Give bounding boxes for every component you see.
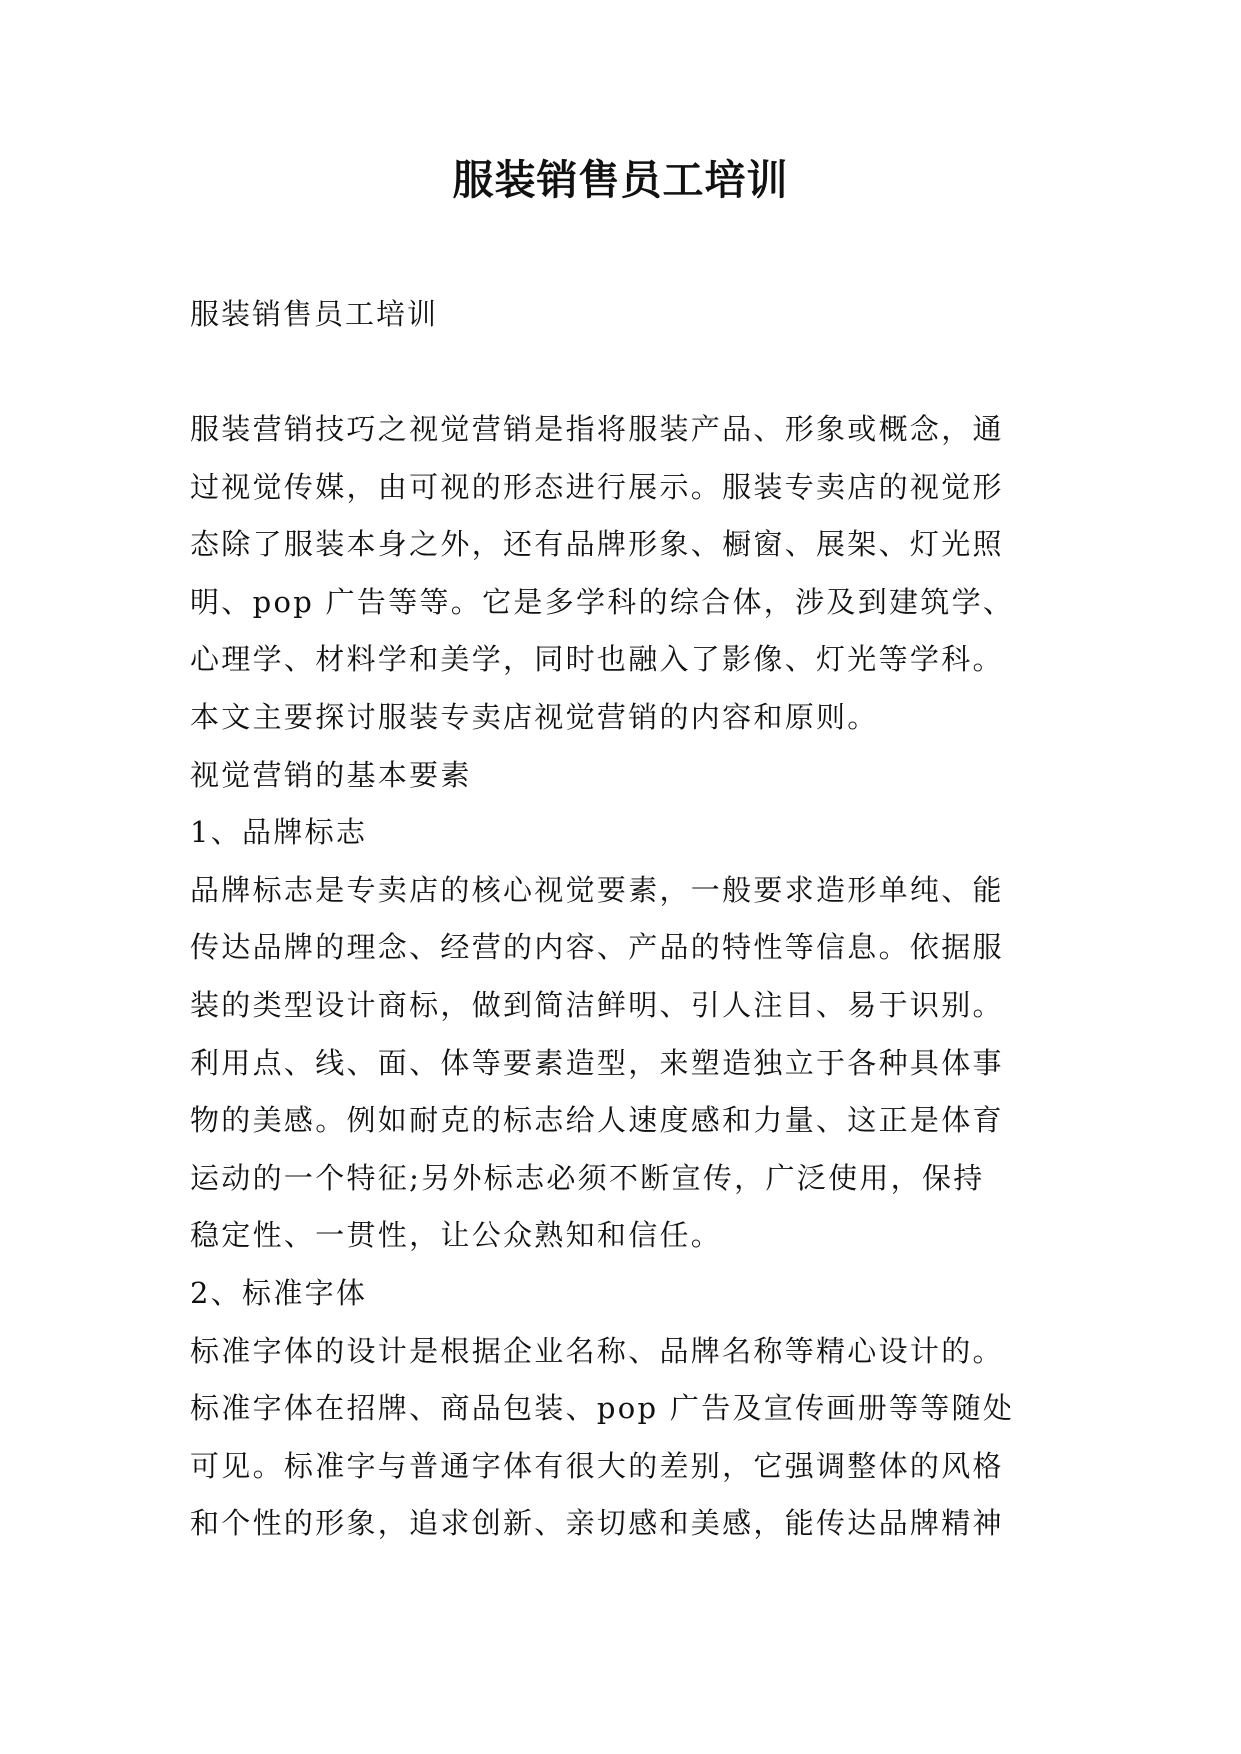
subsection-heading: 2、标准字体 bbox=[190, 1275, 368, 1310]
document-title: 服装销售员工培训 bbox=[452, 156, 789, 204]
text-line: 运动的一个特征;另外标志必须不断宣传，广泛使用，保持 bbox=[190, 1160, 985, 1195]
document-subtitle: 服装销售员工培训 bbox=[190, 297, 439, 331]
section-heading: 视觉营销的基本要素 bbox=[190, 757, 472, 792]
text-line: 装的类型设计商标，做到简洁鲜明、引人注目、易于识别。 bbox=[190, 987, 1004, 1022]
text-line: 可见。标准字与普通字体有很大的差别，它强调整体的风格 bbox=[190, 1448, 1004, 1483]
text-line: 标准字体在招牌、商品包装、pop 广告及宣传画册等等随处 bbox=[190, 1391, 1015, 1426]
text-line: 本文主要探讨服装专卖店视觉营销的内容和原则。 bbox=[190, 699, 879, 734]
subsection-heading: 1、品牌标志 bbox=[190, 815, 368, 850]
document-body bbox=[190, 401, 1055, 1553]
text-line: 传达品牌的理念、经营的内容、产品的特性等信息。依据服 bbox=[190, 930, 1004, 965]
text-line: 标准字体的设计是根据企业名称、品牌名称等精心设计的。 bbox=[190, 1333, 1004, 1368]
text-line: 物的美感。例如耐克的标志给人速度感和力量、这正是体育 bbox=[190, 1103, 1004, 1138]
text-line: 和个性的形象，追求创新、亲切感和美感，能传达品牌精神 bbox=[190, 1506, 1004, 1541]
text-line: 稳定性、一贯性，让公众熟知和信任。 bbox=[190, 1218, 723, 1253]
text-line: 品牌标志是专卖店的核心视觉要素，一般要求造形单纯、能 bbox=[190, 872, 1004, 907]
text-line: 心理学、材料学和美学，同时也融入了影像、灯光等学科。 bbox=[190, 642, 1004, 677]
text-line: 过视觉传媒，由可视的形态进行展示。服装专卖店的视觉形 bbox=[190, 469, 1004, 504]
text-line: 服装营销技巧之视觉营销是指将服装产品、形象或概念，通 bbox=[190, 412, 1004, 446]
text-line: 态除了服装本身之外，还有品牌形象、橱窗、展架、灯光照 bbox=[190, 527, 1004, 562]
text-line: 明、pop 广告等等。它是多学科的综合体，涉及到建筑学、 bbox=[190, 584, 1015, 619]
text-line: 利用点、线、面、体等要素造型，来塑造独立于各种具体事 bbox=[190, 1045, 1004, 1080]
